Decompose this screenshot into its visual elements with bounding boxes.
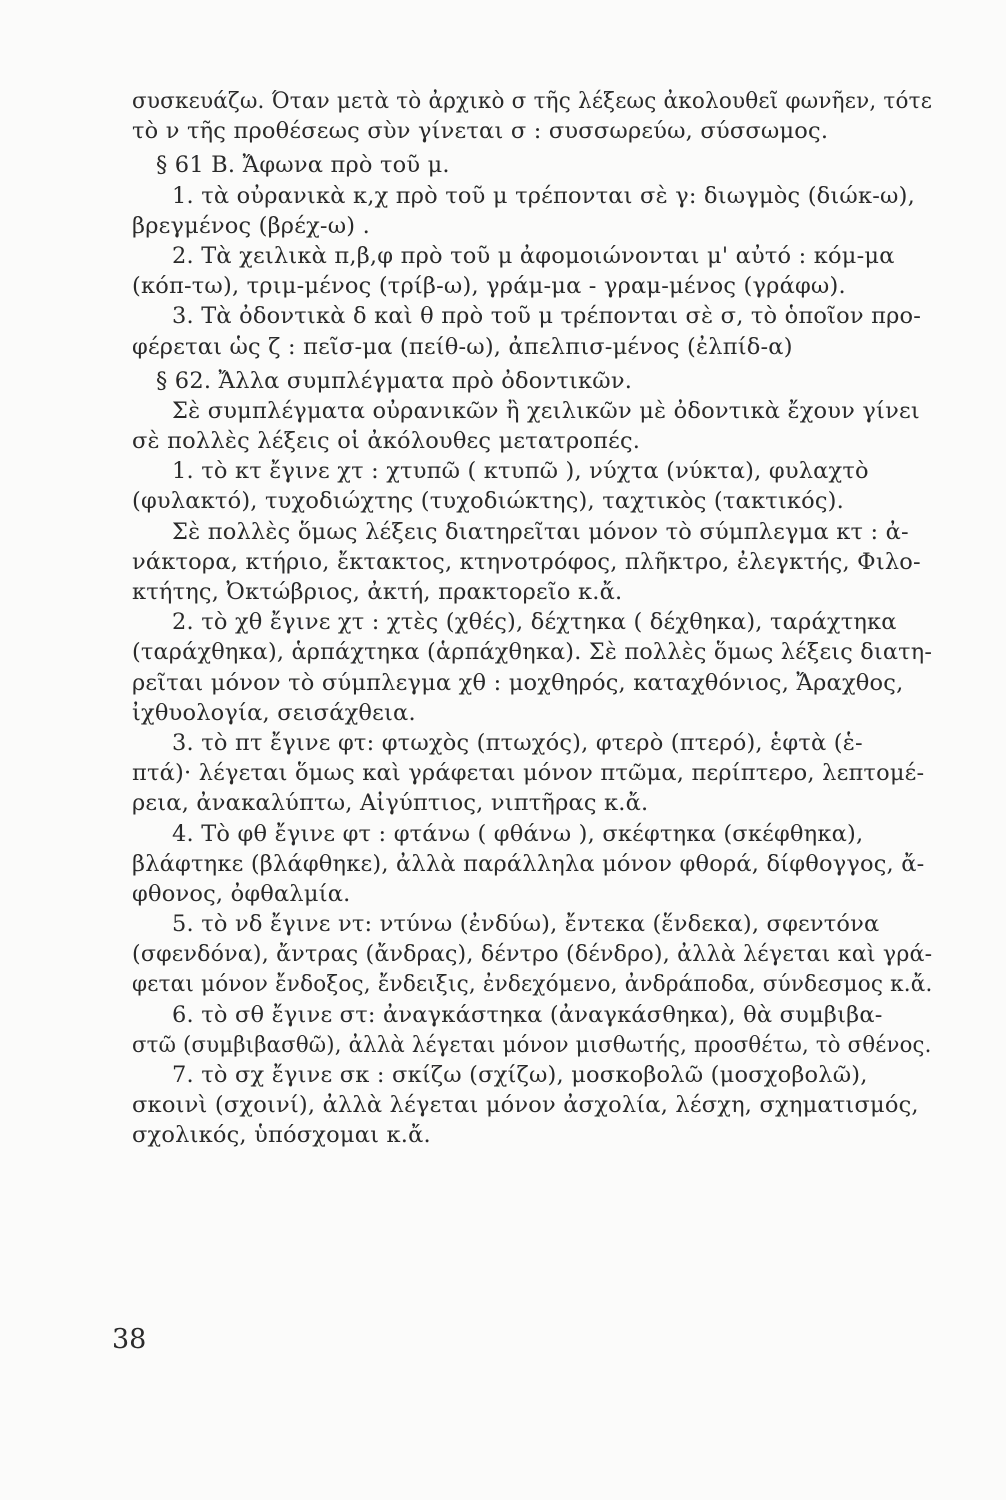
text-line: συσκευάζω. Όταν μετὰ τὸ ἀρχικὸ σ τῆς λέξεως ἀκολουθεῖ φωνῆεν, τότε xyxy=(132,88,933,114)
text-line: 6. τὸ σθ ἔγινε στ: ἀναγκάστηκα (ἀναγκάσθηκα), θὰ συμβιβα- xyxy=(172,1001,883,1028)
section-heading: § 61 Β. Ἄφωνα πρὸ τοῦ μ. xyxy=(156,152,450,179)
text-line: βρεγμένος (βρέχ-ω) . xyxy=(132,212,370,239)
text-line: ἰχθυολογία, σεισάχθεια. xyxy=(132,699,416,726)
text-line: 1. τὰ οὐρανικὰ κ,χ πρὸ τοῦ μ τρέπονται σὲ γ: διωγμὸς (διώκ-ω), xyxy=(172,182,915,209)
text-line: σχολικός, ὑπόσχομαι κ.ἄ. xyxy=(132,1122,431,1149)
text-line: νάκτορα, κτήριο, ἔκτακτος, κτηνοτρόφος, πλῆκτρο, ἐλεγκτής, Φιλο- xyxy=(132,548,921,575)
text-line: σκοινὶ (σχοινί), ἀλλὰ λέγεται μόνον ἀσχολία, λέσχη, σχηματισμός, xyxy=(132,1092,919,1119)
text-line: φεται μόνον ἔνδοξος, ἔνδειξις, ἐνδεχόμενο, ἀνδράποδα, σύνδεσμος κ.ἄ. xyxy=(132,971,933,998)
text-line: 5. τὸ νδ ἔγινε ντ: ντύνω (ἐνδύω), ἔντεκα (ἕνδεκα), σφεντόνα xyxy=(172,911,880,938)
section-heading: § 62. Ἄλλα συμπλέγματα πρὸ ὀδοντικῶν. xyxy=(156,367,633,394)
text-line: (ταράχθηκα), ἁρπάχτηκα (ἁρπάχθηκα). Σὲ πολλὲς ὅμως λέξεις διατη- xyxy=(132,639,933,666)
page-number: 38 xyxy=(112,1324,147,1355)
text-line: 2. τὸ χθ ἔγινε χτ : χτὲς (χθές), δέχτηκα ( δέχθηκα), ταράχτηκα xyxy=(172,609,897,636)
body-text xyxy=(132,86,932,1151)
text-line: (σφενδόνα), ἄντρας (ἄνδρας), δέντρο (δένδρο), ἀλλὰ λέγεται καὶ γρά- xyxy=(132,941,933,968)
text-line: κτήτης, Ὀκτώβριος, ἀκτή, πρακτορεῖο κ.ἄ. xyxy=(132,579,623,605)
text-line: τὸ ν τῆς προθέσεως σὺν γίνεται σ : συσσωρεύω, σύσσωμος. xyxy=(132,118,829,145)
text-line: (κόπ-τω), τριμ-μένος (τρίβ-ω), γράμ-μα - γραμ-μένος (γράφω). xyxy=(132,273,846,300)
text-line: ρεια, ἀνακαλύπτω, Αἰγύπτιος, νιπτῆρας κ.ἄ. xyxy=(132,790,649,817)
text-line: Σὲ συμπλέγματα οὐρανικῶν ἢ χειλικῶν μὲ ὀδοντικὰ ἔχουν γίνει xyxy=(172,397,920,424)
text-line: 3. τὸ πτ ἔγινε φτ: φτωχὸς (πτωχός), φτερὸ (πτερό), ἑφτὰ (ἑ- xyxy=(172,729,863,756)
text-line: πτά)· λέγεται ὅμως καὶ γράφεται μόνον πτῶμα, περίπτερο, λεπτομέ- xyxy=(132,760,925,787)
text-line: στῶ (συμβιβασθῶ), ἀλλὰ λέγεται μόνον μισθωτής, προσθέτω, τὸ σθένος. xyxy=(132,1031,932,1058)
text-line: 3. Τὰ ὀδοντικὰ δ καὶ θ πρὸ τοῦ μ τρέπονται σὲ σ, τὸ ὁποῖον προ- xyxy=(172,303,922,330)
text-line: φέρεται ὡς ζ : πεῖσ-μα (πείθ-ω), ἀπελπισ-μένος (ἐλπίδ-α) xyxy=(132,333,793,360)
text-line: 4. Τὸ φθ ἔγινε φτ : φτάνω ( φθάνω ), σκέφτηκα (σκέφθηκα), xyxy=(172,820,864,847)
text-line: Σὲ πολλὲς ὅμως λέξεις διατηρεῖται μόνον τὸ σύμπλεγμα κτ : ἀ- xyxy=(172,518,909,545)
text-line: ρεῖται μόνον τὸ σύμπλεγμα χθ : μοχθηρός, καταχθόνιος, Ἄραχθος, xyxy=(132,669,904,696)
text-line: (φυλακτό), τυχοδιώχτης (τυχοδιώκτης), ταχτικὸς (τακτικός). xyxy=(132,488,845,515)
text-line: 1. τὸ κτ ἔγινε χτ : χτυπῶ ( κτυπῶ ), νύχτα (νύκτα), φυλαχτὸ xyxy=(172,458,869,485)
text-line: βλάφτηκε (βλάφθηκε), ἀλλὰ παράλληλα μόνον φθορά, δίφθογγος, ἄ- xyxy=(132,850,925,877)
text-line: 7. τὸ σχ ἔγινε σκ : σκίζω (σχίζω), μοσκοβολῶ (μοσχοβολῶ), xyxy=(172,1062,868,1088)
text-line: 2. Τὰ χειλικὰ π,β,φ πρὸ τοῦ μ ἀφομοιώνονται μ' αὐτό : κόμ-μα xyxy=(172,242,895,269)
text-line: φθονος, ὀφθαλμία. xyxy=(132,880,351,907)
text-line: σὲ πολλὲς λέξεις οἱ ἀκόλουθες μετατροπές. xyxy=(132,428,641,455)
